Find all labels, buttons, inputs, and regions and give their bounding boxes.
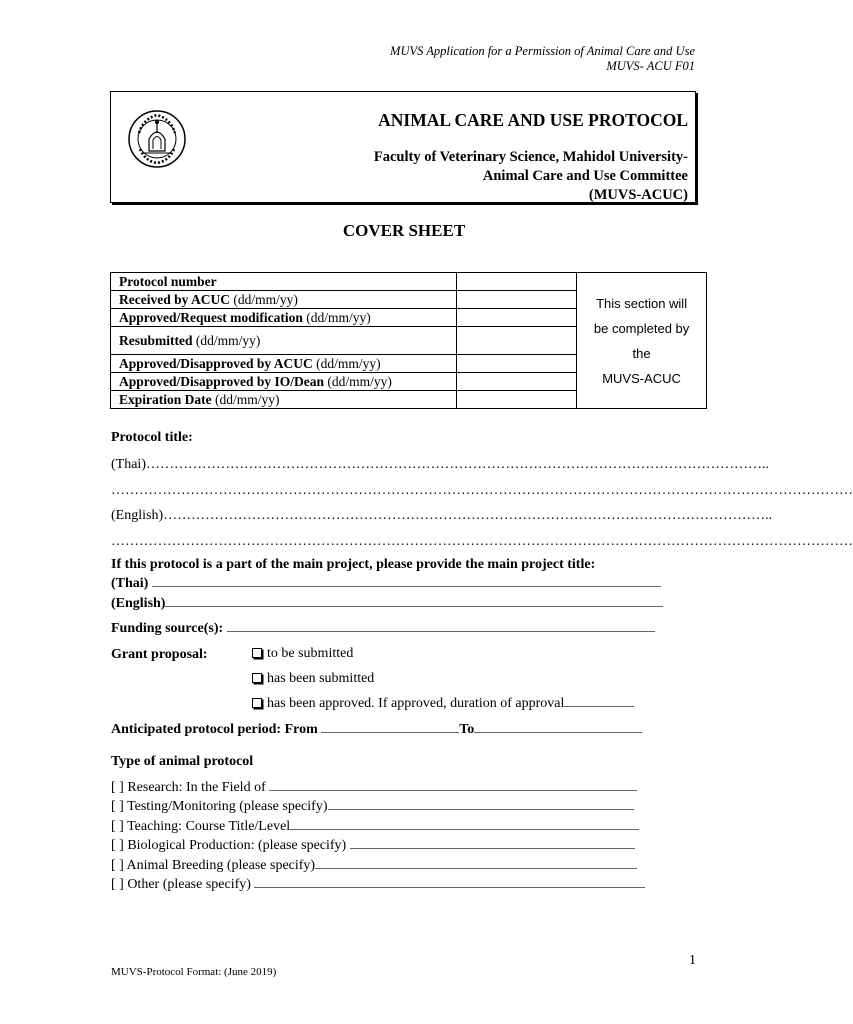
mahidol-university-seal-icon	[127, 109, 187, 169]
grant-option-submitted[interactable]: has been submitted	[252, 670, 374, 687]
grant-option-to-be-submitted[interactable]: to be submitted	[252, 645, 353, 662]
main-project-english-field[interactable]	[165, 595, 663, 607]
row-resubmitted: Resubmitted (dd/mm/yy)	[111, 327, 457, 355]
testing-specify-input[interactable]	[328, 798, 634, 810]
checkbox-icon[interactable]	[252, 698, 262, 708]
protocol-title-thai-line[interactable]: (Thai)……………………………………………………………………………………………………………………..	[111, 457, 769, 472]
protocol-title-thai-line2[interactable]: ……………………………………………………………………………………………………………………………………………	[111, 483, 853, 498]
funding-source-field[interactable]	[227, 620, 655, 632]
committee-abbrev-line: (MUVS-ACUC)	[588, 187, 688, 203]
grant-proposal-label: Grant proposal:	[111, 647, 208, 662]
status-table	[110, 272, 707, 409]
running-header	[390, 44, 695, 74]
main-project-question: If this protocol is a part of the main project, please provide the main project title:	[111, 557, 596, 572]
protocol-type-breeding[interactable]: [ ] Animal Breeding (please specify)	[111, 857, 670, 874]
protocol-number-field[interactable]	[457, 273, 577, 291]
protocol-type-biological[interactable]: [ ] Biological Production: (please specify)	[111, 837, 670, 854]
grant-option-approved[interactable]: has been approved. If approved, duration of approval	[252, 695, 670, 712]
committee-line: Animal Care and Use Committee	[482, 168, 688, 184]
row-approved-acuc: Approved/Disapproved by ACUC (dd/mm/yy)	[111, 355, 457, 373]
main-project-english-row: (English)	[111, 595, 670, 612]
protocol-type-other[interactable]: [ ] Other (please specify)	[111, 876, 670, 893]
row-expiration: Expiration Date (dd/mm/yy)	[111, 391, 457, 409]
running-header-line1: MUVS Application for a Permission of Animal Care and Use	[390, 44, 695, 58]
row-protocol-number: Protocol number	[111, 273, 457, 291]
other-specify-input[interactable]	[254, 876, 645, 888]
approved-dean-date-field[interactable]	[457, 373, 577, 391]
approved-acuc-date-field[interactable]	[457, 355, 577, 373]
protocol-title-heading: ANIMAL CARE AND USE PROTOCOL	[378, 110, 688, 130]
acuc-only-note: This section will be completed by the MUVS-ACUC	[577, 273, 707, 409]
biological-specify-input[interactable]	[350, 837, 635, 849]
page-number: 1	[689, 953, 696, 968]
approved-modification-date-field[interactable]	[457, 309, 577, 327]
protocol-title-english-line2[interactable]: ……………………………………………………………………………………………………………………………………………	[111, 534, 853, 549]
teaching-course-input[interactable]	[290, 818, 639, 830]
cover-sheet-title: COVER SHEET	[342, 221, 466, 240]
form-version-footer: MUVS-Protocol Format: (June 2019)	[111, 966, 277, 978]
protocol-type-testing[interactable]: [ ] Testing/Monitoring (please specify)	[111, 798, 670, 815]
main-project-thai-row: (Thai)	[111, 575, 670, 592]
expiration-date-field[interactable]	[457, 391, 577, 409]
main-project-thai-field[interactable]	[152, 575, 661, 587]
faculty-committee-name	[374, 148, 688, 205]
approval-duration-field[interactable]	[564, 695, 634, 707]
breeding-specify-input[interactable]	[315, 857, 637, 869]
resubmitted-date-field[interactable]	[457, 327, 577, 355]
protocol-header-box	[110, 91, 696, 203]
protocol-period-row: Anticipated protocol period: From To	[111, 721, 670, 738]
row-approved-dean: Approved/Disapproved by IO/Dean (dd/mm/yy)	[111, 373, 457, 391]
period-from-field[interactable]	[321, 721, 459, 733]
animal-protocol-heading: Type of animal protocol	[111, 754, 254, 769]
period-to-field[interactable]	[474, 721, 642, 733]
research-field-input[interactable]	[269, 779, 637, 791]
checkbox-icon[interactable]	[252, 648, 262, 658]
row-approved-modification: Approved/Request modification (dd/mm/yy)	[111, 309, 457, 327]
received-date-field[interactable]	[457, 291, 577, 309]
faculty-line: Faculty of Veterinary Science, Mahidol University-	[373, 149, 688, 165]
protocol-type-teaching[interactable]: [ ] Teaching: Course Title/Level	[111, 818, 670, 835]
protocol-title-label: Protocol title:	[111, 430, 193, 445]
protocol-title-english-line[interactable]: (English)…………………………………………………………………………………………………………………..	[111, 508, 773, 523]
row-received: Received by ACUC (dd/mm/yy)	[111, 291, 457, 309]
checkbox-icon[interactable]	[252, 673, 262, 683]
funding-row: Funding source(s):	[111, 620, 670, 637]
protocol-type-research[interactable]: [ ] Research: In the Field of	[111, 779, 670, 796]
running-header-line2: MUVS- ACU F01	[606, 59, 695, 73]
